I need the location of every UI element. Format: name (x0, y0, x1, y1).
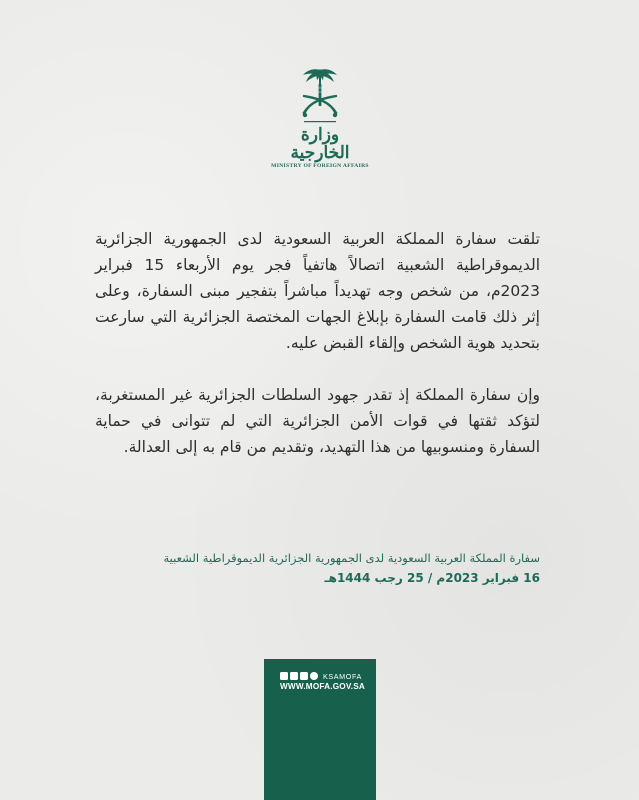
logo-arabic-text: وزارة الخارجية (290, 125, 350, 163)
twitter-icon[interactable] (310, 672, 318, 680)
palm-and-swords-emblem-icon (298, 66, 342, 124)
signature-date: 16 فبراير 2023م / 25 رجب 1444هـ (324, 571, 540, 585)
ministry-logo (270, 66, 370, 169)
website-link[interactable]: WWW.MOFA.GOV.SA (280, 682, 366, 691)
facebook-icon[interactable] (290, 672, 298, 680)
footer-panel (264, 659, 376, 800)
statement-body (95, 226, 540, 460)
social-handle[interactable]: KSAMOFA (323, 671, 362, 681)
youtube-icon[interactable] (280, 672, 288, 680)
social-links (280, 671, 362, 681)
statement-paragraph-1: تلقت سفارة المملكة العربية السعودية لدى الجمهورية الجزائرية الديموقراطية الشعبية اتصالاً هاتفياً فجر يوم الأربعاء 15 فبراير 2023م، من شخص وجه تهديداً مباشراً بتفجير مبنى السفارة، وعلى إثر ذلك قامت السفارة بإبلاغ الجهات المختصة الجزائرية التي سارعت بتحديد هوية الشخص وإلقاء القبض عليه. (95, 230, 541, 352)
signature-issuer: سفارة المملكة العربية السعودية لدى الجمهورية الجزائرية الديموقراطية الشعبية (163, 551, 540, 565)
statement-paragraph-2: وإن سفارة المملكة إذ تقدر جهود السلطات الجزائرية غير المستغربة، لتؤكد ثقتها في قوات الأمن الجزائرية التي لم تتوانى في حماية السفارة ومنسوبيها من هذا التهديد، وتقديم من قام به إلى العدالة. (95, 386, 540, 456)
signature-block (110, 548, 540, 588)
logo-english-text: MINISTRY OF FOREIGN AFFAIRS (271, 163, 369, 169)
instagram-icon[interactable] (300, 672, 308, 680)
